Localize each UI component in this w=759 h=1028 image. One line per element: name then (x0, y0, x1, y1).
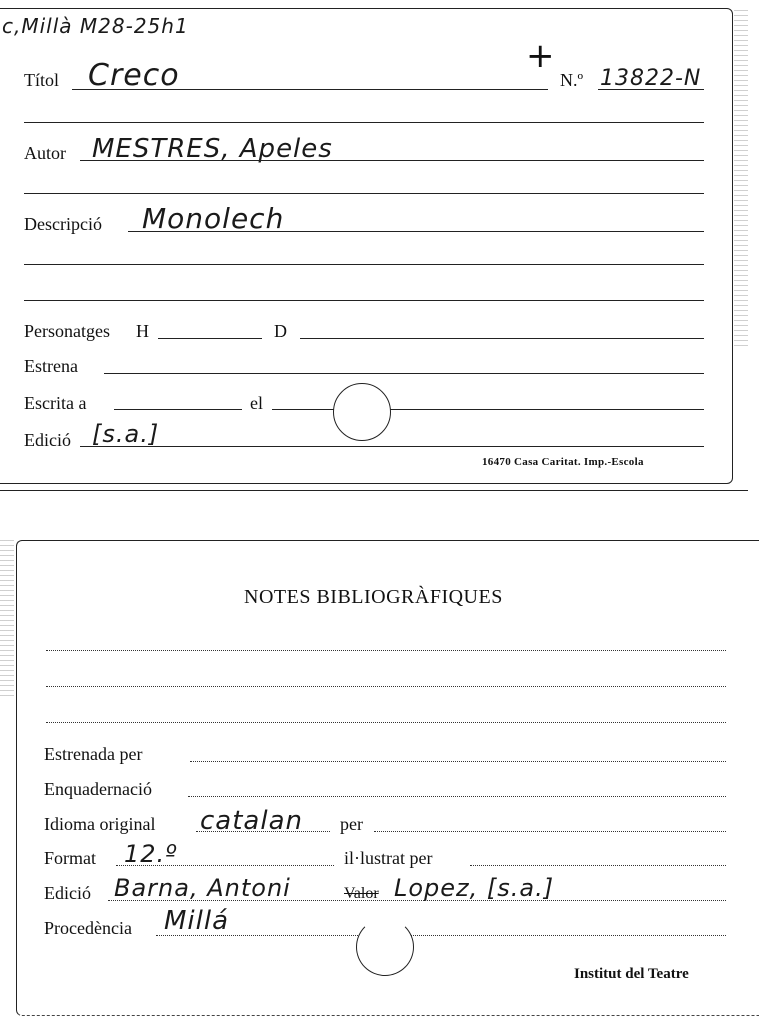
el-label: el (250, 393, 263, 413)
estrena-line (104, 373, 704, 374)
enquadernacio-line (188, 796, 726, 797)
left-edge-noise (0, 540, 14, 700)
autor-value: MESTRES, Apeles (92, 134, 333, 164)
d-label: D (274, 321, 287, 341)
estrenada-label: Estrenada per (44, 744, 143, 764)
edicio-label: Edició (24, 430, 71, 450)
blank-line-2 (24, 193, 704, 194)
institution-name: Institut del Teatre (574, 966, 689, 982)
blank-line-4 (24, 300, 704, 301)
punch-hole-bottom (356, 918, 414, 976)
format-line (116, 865, 334, 866)
numero-value: 13822-N (600, 66, 702, 91)
descripcio-line (128, 231, 704, 232)
blank-line-3 (24, 264, 704, 265)
h-label: H (136, 321, 149, 341)
personatges-label: Personatges (24, 321, 110, 341)
illustrat-label: il·lustrat per (344, 848, 433, 868)
notes-line-3 (46, 722, 726, 723)
numero-line (598, 89, 704, 90)
corner-note: c,Millà M28-25h1 (2, 14, 189, 38)
numero-label: N.º (560, 70, 584, 90)
titol-value: Creco (88, 58, 180, 93)
descripcio-value: Monolech (142, 202, 285, 235)
estrenada-line (190, 761, 726, 762)
format-label: Format (44, 848, 96, 868)
descripcio-label: Descripció (24, 214, 102, 234)
enquadernacio-label: Enquadernació (44, 779, 152, 799)
printer-imprint: 16470 Casa Caritat. Imp.-Escola (482, 456, 644, 468)
edicio-struck-word: Valor (344, 885, 379, 902)
procedencia-line (156, 935, 726, 936)
autor-label: Autor (24, 143, 66, 163)
idioma-value: catalan (200, 806, 303, 836)
procedencia-value: Millá (164, 906, 230, 936)
notes-heading: NOTES BIBLIOGRÀFIQUES (244, 586, 503, 608)
top-card-bottom-rule (0, 490, 748, 491)
illustrat-line (470, 865, 726, 866)
idioma-per-label: per (340, 814, 363, 834)
idioma-line (196, 831, 330, 832)
escrita-label: Escrita a (24, 393, 87, 413)
d-line (300, 338, 704, 339)
titol-line (72, 89, 548, 90)
edicio-bottom-value-b: Lopez, [s.a.] (394, 874, 555, 902)
right-edge-noise (734, 10, 748, 350)
idioma-label: Idioma original (44, 814, 156, 834)
edicio-value: [s.a.] (92, 420, 160, 448)
edicio-bottom-label: Edició (44, 883, 91, 903)
escrita-line (114, 409, 242, 410)
idioma-per-line (374, 831, 726, 832)
autor-line (80, 160, 704, 161)
h-line (158, 338, 262, 339)
titol-label: Títol (24, 70, 59, 90)
blank-line-1 (24, 122, 704, 123)
estrena-label: Estrena (24, 356, 78, 376)
procedencia-label: Procedència (44, 918, 132, 938)
format-value: 12.º (124, 840, 178, 868)
notes-line-1 (46, 650, 726, 651)
punch-hole-top (333, 383, 391, 441)
edicio-bottom-value-a: Barna, Antoni (114, 874, 291, 902)
notes-line-2 (46, 686, 726, 687)
edicio-bottom-line (108, 900, 726, 901)
cross-mark: + (526, 36, 555, 76)
edicio-line (80, 446, 704, 447)
